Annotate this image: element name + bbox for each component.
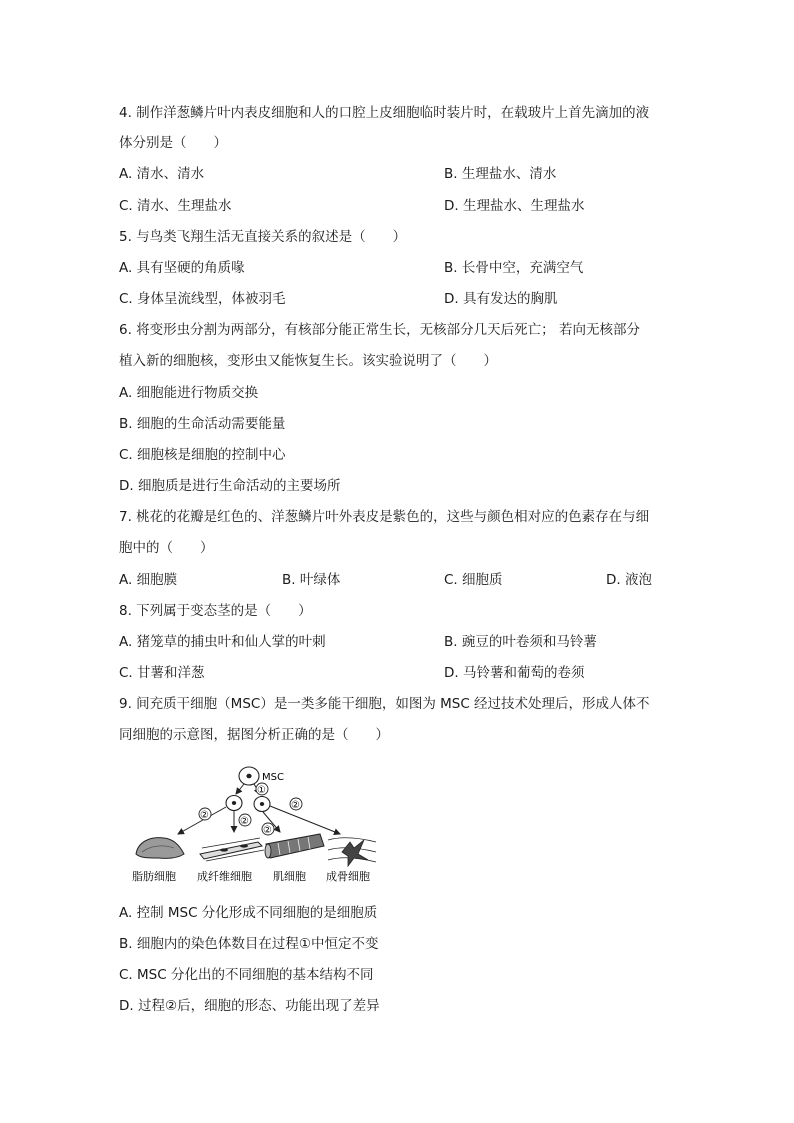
q8-option-c: C. 甘薯和洋葱 <box>119 665 205 681</box>
q7-option-c: C. 细胞质 <box>444 572 503 588</box>
q7-option-b: B. 叶绿体 <box>282 572 341 588</box>
q5-stem-line-1: 5. 与鸟类飞翔生活无直接关系的叙述是（ ） <box>119 229 407 245</box>
q4-stem-line-1: 4. 制作洋葱鳞片叶内表皮细胞和人的口腔上皮细胞临时装片时，在载玻片上首先滴加的液 <box>119 105 650 121</box>
q5-option-c: C. 身体呈流线型，体被羽毛 <box>119 291 286 307</box>
q4-stem-line-2: 体分别是（ ） <box>119 135 227 151</box>
q6-stem-line-2: 植入新的细胞核，变形虫又能恢复生长。该实验说明了（ ） <box>119 353 497 369</box>
osteoblast-illustration <box>328 838 376 866</box>
msc-differentiation-diagram <box>128 762 388 887</box>
q6-option-b: B. 细胞的生命活动需要能量 <box>119 416 286 432</box>
q5-option-b: B. 长骨中空，充满空气 <box>444 260 584 276</box>
q5-option-a: A. 具有坚硬的角质喙 <box>119 260 245 276</box>
q6-stem-line-1: 6. 将变形虫分割为两部分，有核部分能正常生长，无核部分几天后死亡； 若向无核部分 <box>119 322 640 338</box>
q9-option-a: A. 控制 MSC 分化形成不同细胞的是细胞质 <box>119 905 378 921</box>
q8-option-b: B. 豌豆的叶卷须和马铃薯 <box>444 634 597 650</box>
q6-option-c: C. 细胞核是细胞的控制中心 <box>119 447 286 463</box>
daughter-cell-right <box>254 797 270 812</box>
svg-text:②: ② <box>291 800 300 811</box>
process-1-arrow-left <box>236 784 244 794</box>
process-1-label: ① <box>257 785 266 796</box>
q9-option-b: B. 细胞内的染色体数目在过程①中恒定不变 <box>119 936 379 952</box>
process-2-markers <box>199 798 302 836</box>
svg-text:②: ② <box>263 825 272 836</box>
q5-option-d: D. 具有发达的胸肌 <box>444 291 558 307</box>
q6-option-d: D. 细胞质是进行生命活动的主要场所 <box>119 478 341 494</box>
q8-option-d: D. 马铃薯和葡萄的卷须 <box>444 665 585 681</box>
daughter-cell-left <box>226 796 242 811</box>
q7-option-a: A. 细胞膜 <box>119 572 178 588</box>
msc-label: MSC <box>262 772 284 783</box>
q9-stem-line-1: 9. 间充质干细胞（MSC）是一类多能干细胞，如图为 MSC 经过技术处理后，形成人体不 <box>119 696 650 712</box>
msc-cell <box>239 767 259 785</box>
osteoblast-label: 成骨细胞 <box>326 870 370 883</box>
fat-cell-label: 脂肪细胞 <box>132 870 176 883</box>
q6-option-a: A. 细胞能进行物质交换 <box>119 385 259 401</box>
fibroblast-label: 成纤维细胞 <box>197 870 252 883</box>
q8-option-a: A. 猪笼草的捕虫叶和仙人掌的叶刺 <box>119 634 326 650</box>
q4-option-a: A. 清水、清水 <box>119 166 205 182</box>
q7-stem-line-1: 7. 桃花的花瓣是红色的、洋葱鳞片叶外表皮是紫色的，这些与颜色相对应的色素存在与细 <box>119 509 650 525</box>
muscle-cell-label: 肌细胞 <box>273 870 306 883</box>
svg-text:②: ② <box>200 810 209 821</box>
q7-stem-line-2: 胞中的（ ） <box>119 540 214 556</box>
process-2-arrow-osteoblast <box>270 806 340 834</box>
q7-option-d: D. 液泡 <box>606 572 652 588</box>
q9-option-c: C. MSC 分化出的不同细胞的基本结构不同 <box>119 967 374 983</box>
svg-text:②: ② <box>240 816 249 827</box>
q8-stem-line-1: 8. 下列属于变态茎的是（ ） <box>119 603 312 619</box>
q9-stem-line-2: 同细胞的示意图，据图分析正确的是（ ） <box>119 727 389 743</box>
q4-option-c: C. 清水、生理盐水 <box>119 198 232 214</box>
fibroblast-illustration <box>200 838 264 861</box>
q4-option-b: B. 生理盐水、清水 <box>444 166 557 182</box>
q4-option-d: D. 生理盐水、生理盐水 <box>444 198 585 214</box>
muscle-cell-illustration <box>265 834 324 858</box>
q9-option-d: D. 过程②后，细胞的形态、功能出现了差异 <box>119 998 380 1014</box>
fat-cell-illustration <box>136 838 184 859</box>
